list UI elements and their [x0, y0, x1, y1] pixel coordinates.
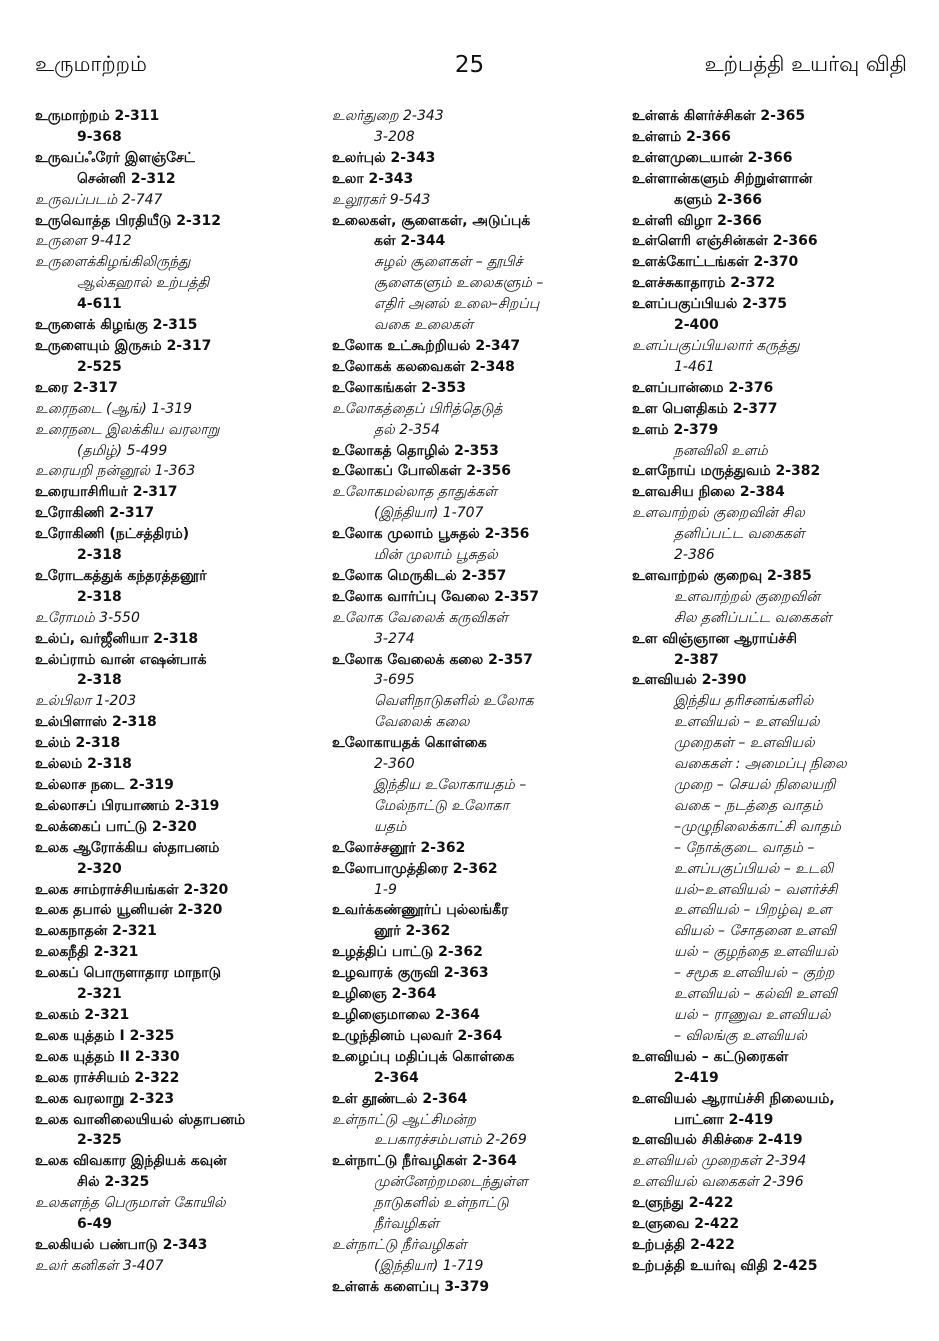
- index-entry: (இந்தியா) 1-707: [374, 505, 484, 522]
- index-entry: உருமாற்றம் 2-311: [35, 108, 160, 124]
- index-entry: உலகம் 2-321: [35, 1006, 130, 1023]
- index-entry: உளவியல் வகைகள் 2-396: [632, 1174, 804, 1191]
- index-entry: உற்பத்தி 2-422: [632, 1236, 735, 1253]
- index-entry: உலோகங்கள் 2-353: [332, 379, 467, 396]
- index-entry: உலோகக் கலவைகள் 2-348: [332, 358, 515, 375]
- index-entry: உலக்கைப் பாட்டு 2-320: [35, 818, 197, 835]
- index-entry: உல்லாச நடை 2-319: [35, 777, 174, 793]
- index-entry: – விலங்கு உளவியல்: [674, 1027, 807, 1044]
- index-column-2: [332, 106, 632, 1298]
- index-entry: (இந்தியா) 1-719: [374, 1257, 484, 1274]
- index-entry: –முழுநிலைக்காட்சி வாதம்: [674, 818, 841, 835]
- index-entry: வேலைக் கலை: [374, 714, 470, 731]
- index-entry: உலக சாம்ராச்சியங்கள் 2-320: [35, 881, 229, 898]
- index-entry: 2-386: [674, 547, 715, 564]
- index-entry: உள் தூண்டல் 2-364: [332, 1090, 468, 1107]
- index-entry: உள்ளெரி எஞ்சின்கள் 2-366: [632, 233, 818, 250]
- index-entry: உள்நாட்டு நீர்வழிகள் 2-364: [332, 1153, 517, 1170]
- index-entry: யல்–உளவியல் – வளர்ச்சி: [674, 881, 838, 898]
- index-entry: யல் – ராணுவ உளவியல்: [674, 1006, 831, 1023]
- index-entry: நீர்வழிகள்: [374, 1216, 440, 1233]
- index-entry: உருளைக்கிழங்கிலிருந்து: [35, 254, 191, 271]
- index-entry: உலர்துறை 2-343: [332, 108, 444, 124]
- index-entry: உரைநடை இலக்கிய வரலாறு: [35, 421, 220, 438]
- index-entry: எதிர் அனல் உலை–சிறப்பு: [374, 296, 540, 313]
- index-entry: உளப்பகுப்பியல் 2-375: [632, 296, 787, 313]
- index-entry: சுழல் சூளைகள் – தூபிச்: [374, 254, 523, 271]
- index-entry: 9-368: [77, 128, 122, 145]
- index-entry: 3-274: [374, 630, 415, 647]
- index-entry: உளவாற்றல் குறைவின் சில: [632, 505, 805, 522]
- index-entry: நாடுகளில் உள்நாட்டு: [374, 1195, 509, 1212]
- index-entry: வெளிநாடுகளில் உலோக: [374, 693, 534, 710]
- index-entry: உல்லாசப் பிரயாணம் 2-319: [35, 797, 220, 814]
- index-entry: உளநோய் மருத்துவம் 2-382: [632, 463, 821, 480]
- index-entry: முறை – செயல் நிலையறி: [674, 777, 836, 793]
- index-entry: உருளை 9-412: [35, 233, 132, 250]
- index-entry: உளவசிய நிலை 2-384: [632, 484, 785, 501]
- index-entry: உலகளந்த பெருமாள் கோயில்: [35, 1195, 226, 1212]
- index-entry: உலக யுத்தம் I 2-325: [35, 1027, 175, 1044]
- index-entry: உளவியல் சிகிச்சை 2-419: [632, 1132, 803, 1149]
- index-entry: 2-321: [77, 986, 122, 1003]
- index-entry: வகைகள் : அமைப்பு நிலை: [674, 756, 847, 773]
- index-entry: மின் முலாம் பூசுதல்: [374, 547, 498, 564]
- index-entry: உள்ளக் களைப்பு 3-379: [332, 1278, 490, 1295]
- index-entry: சில் 2-325: [77, 1174, 150, 1191]
- index-entry: தனிப்பட்ட வகைகள்: [674, 526, 805, 543]
- index-entry: உல்ப், வர்ஜீனியா 2-318: [35, 630, 199, 647]
- index-entry: 2-318: [77, 547, 122, 564]
- index-entry: உபகாரச்சம்பளம் 2-269: [374, 1132, 527, 1149]
- index-entry: உலோக மெருகிடல் 2-357: [332, 567, 507, 584]
- index-entry: யதம்: [374, 818, 407, 835]
- index-entry: உலக யுத்தம் II 2-330: [35, 1048, 180, 1065]
- index-entry: சில தனிப்பட்ட வகைகள்: [674, 609, 832, 626]
- index-entry: உல்ப்ராம் வான் எஷன்பாக்: [35, 651, 207, 668]
- index-entry: உளவியல் – பிறழ்வு உள: [674, 902, 832, 919]
- index-entry: உள பௌதிகம் 2-377: [632, 400, 778, 417]
- index-entry: உல்ம் 2-318: [35, 735, 121, 752]
- index-entry: உலைகள், சூளைகள், அடுப்புக்: [332, 212, 531, 229]
- index-entry: நனவிலி உளம்: [674, 442, 768, 459]
- index-entry: உள்நாட்டு ஆட்சிமன்ற: [332, 1111, 476, 1128]
- index-entry: சூளைகளும் உலைகளும் –: [374, 275, 544, 292]
- index-entry: உளப்பகுப்பியலார் கருத்து: [632, 337, 800, 354]
- index-entry: உளப்பகுப்பியல் – உடலி: [674, 860, 834, 877]
- index-entry: – சமூக உளவியல் – குற்ற: [674, 965, 835, 982]
- index-entry: சென்னி 2-312: [77, 170, 176, 187]
- index-entry: 2-318: [77, 672, 122, 689]
- index-entry: உளவியல் 2-390: [632, 672, 747, 689]
- index-entry: உளவியல் – கல்வி உளவி: [674, 986, 838, 1003]
- index-entry: உளப்பான்மை 2-376: [632, 379, 774, 396]
- index-entry: உழைப்பு மதிப்புக் கொள்கை: [332, 1048, 515, 1065]
- index-entry: வகை உலைகள்: [374, 317, 474, 334]
- index-entry: உலூரகர் 9-543: [332, 191, 431, 208]
- index-entry: உரைநடை (ஆங்) 1-319: [35, 400, 193, 417]
- index-entry: உள விஞ்ஞான ஆராய்ச்சி: [632, 630, 797, 647]
- index-entry: உலோபாமுத்திரை 2-362: [332, 860, 498, 877]
- index-entry: உளுந்து 2-422: [632, 1195, 734, 1212]
- index-entry: உளவியல் ஆராய்ச்சி நிலையம்,: [632, 1090, 835, 1107]
- index-entry: 3-695: [374, 672, 415, 689]
- index-entry: 2-360: [374, 756, 415, 773]
- index-entry: உரோகிணி (நட்சத்திரம்): [35, 526, 190, 543]
- index-entry: உளவியல் முறைகள் 2-394: [632, 1153, 807, 1170]
- index-entry: (தமிழ்) 5-499: [77, 442, 168, 459]
- index-entry: உழவாரக் குருவி 2-363: [332, 965, 489, 982]
- index-entry: மேல்நாட்டு உலோகா: [374, 797, 510, 814]
- index-entry: உளவியல் – கட்டுரைகள்: [632, 1048, 789, 1065]
- index-entry: இந்திய தரிசனங்களில்: [674, 693, 814, 710]
- index-entry: உழுந்தினம் புலவர் 2-364: [332, 1027, 503, 1044]
- page-number: 25: [454, 52, 485, 78]
- index-entry: 2-364: [374, 1069, 419, 1086]
- index-entry: உருவப்ஃரேர் இளஞ்சேட்: [35, 149, 195, 166]
- index-entry: உரோமம் 3-550: [35, 609, 140, 626]
- index-entry: உல்பிலா 1-203: [35, 693, 137, 710]
- index-entry: உல்லம் 2-318: [35, 756, 132, 773]
- index-entry: தல் 2-354: [374, 421, 440, 438]
- index-entry: உல்பிளாஸ் 2-318: [35, 714, 157, 731]
- index-entry: உரோகிணி 2-317: [35, 505, 155, 522]
- index-entry: உளவாற்றல் குறைவு 2-385: [632, 567, 812, 584]
- index-entry: உரையாசிரியர் 2-317: [35, 484, 178, 501]
- index-entry: 2-387: [674, 651, 719, 668]
- index-entry: உலர்புல் 2-343: [332, 149, 436, 166]
- index-entry: – நோக்குடை வாதம் –: [674, 839, 815, 856]
- index-entry: உளவியல் – உளவியல்: [674, 714, 820, 731]
- index-entry: உலோக வேலைக் கருவிகள்: [332, 609, 509, 626]
- running-head-right: உற்பத்தி உயர்வு விதி: [704, 52, 907, 76]
- page-header: [0, 52, 939, 88]
- index-column-3: [632, 106, 922, 1277]
- index-entry: உலகநீதி 2-321: [35, 944, 139, 961]
- index-entry: உழிஞைமாலை 2-364: [332, 1006, 480, 1023]
- index-entry: உளுவை 2-422: [632, 1216, 740, 1233]
- index-entry: உலோக வார்ப்பு வேலை 2-357: [332, 588, 539, 605]
- index-entry: களும் 2-366: [674, 191, 762, 208]
- index-entry: உருவப்படம் 2-747: [35, 191, 163, 208]
- index-entry: னூர் 2-362: [374, 923, 451, 940]
- index-entry: வியல் – சோதனை உளவி: [674, 923, 837, 940]
- index-entry: உளவாற்றல் குறைவின்: [674, 588, 820, 605]
- index-entry: உழத்திப் பாட்டு 2-362: [332, 944, 483, 961]
- index-entry: உலக ராச்சியம் 2-322: [35, 1069, 180, 1086]
- index-entry: உளச்சுகாதாரம் 2-372: [632, 275, 776, 292]
- index-entry: உருளைக் கிழங்கு 2-315: [35, 317, 198, 334]
- index-entry: உலா 2-343: [332, 170, 414, 187]
- index-entry: உலோகத் தொழில் 2-353: [332, 442, 499, 459]
- index-entry: இந்திய உலோகாயதம் –: [374, 777, 527, 793]
- index-entry: உரோடகத்துக் கந்தரத்தனூர்: [35, 567, 207, 584]
- index-entry: உலோகப் போலிகள் 2-356: [332, 463, 511, 480]
- index-entry: உலக வரலாறு 2-323: [35, 1090, 175, 1107]
- index-entry: உளக்கோட்டங்கள் 2-370: [632, 254, 799, 271]
- index-entry: 4-611: [77, 296, 122, 313]
- index-entry: உள்ளமுடையான் 2-366: [632, 149, 793, 166]
- index-entry: உலகியல் பண்பாடு 2-343: [35, 1236, 208, 1253]
- index-entry: உருவொத்த பிரதியீடு 2-312: [35, 212, 222, 229]
- index-entry: உள்ளி விழா 2-366: [632, 212, 762, 229]
- index-entry: உள்நாட்டு நீர்வழிகள்: [332, 1236, 467, 1253]
- index-entry: உலக வானிலையியல் ஸ்தாபனம்: [35, 1111, 246, 1128]
- index-entry: உவர்க்கண்ணூர்ப் புல்லங்கீர: [332, 902, 509, 919]
- index-entry: யல் – குழந்தை உளவியல்: [674, 944, 838, 961]
- index-entry: உள்ளான்களும் சிற்றுள்ளான்: [632, 170, 813, 187]
- running-head-left: உருமாற்றம்: [35, 52, 147, 76]
- index-entry: 2-525: [77, 358, 122, 375]
- index-entry: உலகப் பொருளாதார மாநாடு: [35, 965, 222, 982]
- index-entry: முன்னேற்றமடைந்துள்ள: [374, 1174, 528, 1191]
- index-entry: 1-461: [674, 358, 715, 375]
- index-entry: 2-400: [674, 317, 719, 334]
- index-entry: 6-49: [77, 1216, 113, 1233]
- index-column-1: [35, 106, 325, 1277]
- index-entry: உலோக முலாம் பூசுதல் 2-356: [332, 526, 530, 543]
- index-entry: உள்ளம் 2-366: [632, 128, 731, 145]
- index-entry: 3-208: [374, 128, 415, 145]
- index-entry: 2-320: [77, 860, 122, 877]
- index-entry: உளம் 2-379: [632, 421, 719, 438]
- index-entry: உலக தபால் யூனியன் 2-320: [35, 902, 223, 919]
- index-entry: கள் 2-344: [374, 233, 446, 250]
- index-entry: 1-9: [374, 881, 397, 898]
- index-entry: உலோகத்தைப் பிரித்தெடுத்: [332, 400, 503, 417]
- index-entry: உலோக வேலைக் கலை 2-357: [332, 651, 533, 668]
- index-entry: 2-325: [77, 1132, 122, 1149]
- index-entry: உற்பத்தி உயர்வு விதி 2-425: [632, 1257, 818, 1274]
- index-entry: 2-318: [77, 588, 122, 605]
- index-entry: உலோச்சனூர் 2-362: [332, 839, 466, 856]
- index-entry: உலகநாதன் 2-321: [35, 923, 157, 940]
- index-entry: ஆல்கஹால் உற்பத்தி: [77, 275, 210, 292]
- index-entry: உரை 2-317: [35, 379, 118, 396]
- index-entry: உலோக உட்கூற்றியல் 2-347: [332, 337, 521, 354]
- index-entry: உழிஞை 2-364: [332, 986, 437, 1003]
- index-entry: உலர் கனிகள் 3-407: [35, 1257, 164, 1274]
- index-entry: உருளையும் இருசும் 2-317: [35, 337, 212, 354]
- index-entry: பாட்னா 2-419: [674, 1111, 774, 1128]
- index-entry: வகை – நடத்தை வாதம்: [674, 797, 823, 814]
- index-entry: உள்ளக் கிளர்ச்சிகள் 2-365: [632, 108, 806, 124]
- index-entry: உலக ஆரோக்கிய ஸ்தாபனம்: [35, 839, 220, 856]
- index-entry: முறைகள் – உளவியல்: [674, 735, 815, 752]
- index-entry: உலக விவகார இந்தியக் கவுன்: [35, 1153, 227, 1170]
- index-entry: உரையறி நன்னூல் 1-363: [35, 463, 196, 480]
- index-entry: உலோகாயதக் கொள்கை: [332, 735, 487, 752]
- index-entry: உலோகமல்லாத தாதுக்கள்: [332, 484, 498, 501]
- index-entry: 2-419: [674, 1069, 719, 1086]
